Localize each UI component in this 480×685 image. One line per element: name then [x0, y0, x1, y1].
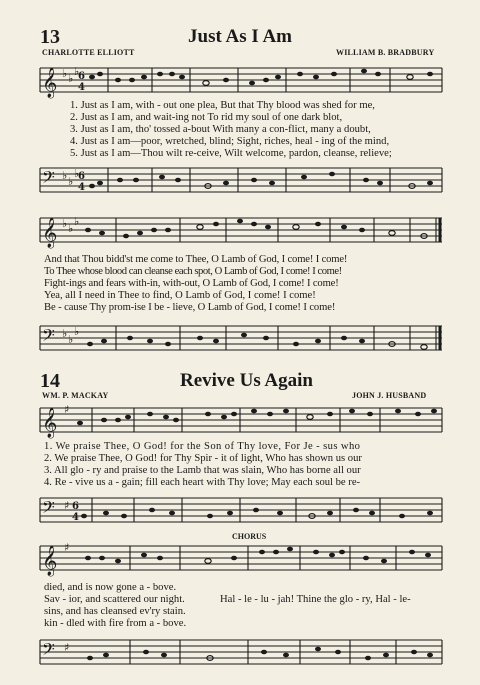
svg-text:♭: ♭: [74, 167, 80, 180]
svg-text:𝄞: 𝄞: [42, 68, 58, 98]
svg-text:♯: ♯: [64, 541, 70, 554]
verse-line: And that Thou bidd'st me come to Thee, O Lamb of God, I come! I come!: [44, 254, 348, 265]
svg-text:𝄢: 𝄢: [42, 639, 55, 663]
treble-staff: [40, 400, 442, 436]
svg-text:♭: ♭: [68, 333, 74, 346]
verse-line: 1. Just as I am, with - out one plea, But that Thy blood was shed for me,: [70, 100, 375, 111]
svg-text:♭: ♭: [68, 222, 74, 235]
verse-line: 2. Just as I am, and wait-ing not To rid my soul of one dark blot,: [70, 112, 343, 123]
svg-text:6: 6: [78, 171, 85, 182]
verse-line: 4. Re - vive us a - gain; fill each heart with Thy love; May each soul be re-: [44, 477, 361, 488]
hymn-title: Just As I Am: [188, 26, 292, 47]
svg-text:♭: ♭: [62, 169, 68, 182]
hymn-number: 14: [40, 370, 60, 392]
verse-line: kin - dled with fire from a - bove.: [44, 618, 187, 629]
hymn-title: Revive Us Again: [180, 370, 313, 391]
lyricist-credit: WM. P. MACKAY: [42, 391, 109, 400]
svg-text:♯: ♯: [64, 641, 70, 654]
svg-text:𝄞: 𝄞: [42, 408, 58, 438]
svg-text:𝄞: 𝄞: [42, 546, 58, 576]
svg-text:♭: ♭: [68, 72, 74, 85]
bass-staff: [40, 162, 442, 196]
verse-line: 2. We praise Thee, O God! for Thy Spir - it of light, Who has shown us our: [44, 453, 362, 464]
svg-text:♭: ♭: [62, 327, 68, 340]
svg-text:♭: ♭: [74, 325, 80, 338]
svg-text:𝄞: 𝄞: [42, 218, 58, 248]
svg-text:♯: ♯: [64, 499, 70, 512]
bass-staff: [40, 318, 442, 354]
svg-text:6: 6: [72, 501, 79, 512]
svg-text:♯: ♯: [64, 403, 70, 416]
lyricist-credit: CHARLOTTE ELLIOTT: [42, 48, 135, 57]
verse-line: 5. Just as I am—Thou wilt re-ceive, Wilt welcome, pardon, cleanse, relieve;: [70, 148, 392, 159]
svg-text:4: 4: [78, 182, 85, 193]
svg-text:♭: ♭: [74, 215, 80, 228]
verse-line: died, and is now gone a - bove.: [44, 582, 177, 593]
svg-text:4: 4: [78, 82, 85, 93]
treble-staff: [40, 210, 442, 246]
composer-credit: WILLIAM B. BRADBURY: [336, 48, 435, 57]
verse-line: Fight-ings and fears with-in, with-out, O Lamb of God, I come! I come!: [44, 278, 339, 289]
svg-text:𝄢: 𝄢: [42, 325, 55, 349]
svg-text:♭: ♭: [74, 65, 80, 78]
verse-line: Sav - ior, and scattered our night.: [44, 594, 185, 605]
verse-line: Be - cause Thy prom-ise I be - lieve, O Lamb of God, I come! I come!: [44, 302, 336, 313]
bass-staff: [40, 632, 442, 668]
svg-text:4: 4: [72, 512, 79, 523]
svg-text:♭: ♭: [68, 175, 74, 188]
svg-text:♭: ♭: [62, 67, 68, 80]
composer-credit: JOHN J. HUSBAND: [352, 391, 427, 400]
treble-staff: [40, 62, 442, 96]
verse-line: To Thee whose blood can cleanse each spot, O Lamb of God, I come! I come!: [44, 266, 342, 277]
chorus-line: Hal - le - lu - jah! Thine the glo - ry, Hal - le-: [220, 594, 411, 605]
verse-line: 3. All glo - ry and praise to the Lamb that was slain, Who has borne all our: [44, 465, 361, 476]
verse-line: 4. Just as I am—poor, wretched, blind; Sight, riches, heal - ing of the mind,: [70, 136, 390, 147]
svg-text:𝄢: 𝄢: [42, 497, 55, 521]
hymn-number: 13: [40, 26, 60, 48]
bass-staff: [40, 490, 442, 526]
svg-text:♭: ♭: [62, 217, 68, 230]
verse-line: sins, and has cleansed ev'ry stain.: [44, 606, 186, 617]
verse-line: 3. Just as I am, tho' tossed a-bout With many a con-flict, many a doubt,: [70, 124, 371, 135]
verse-line: Yea, all I need in Thee to find, O Lamb of God, I come! I come!: [44, 290, 316, 301]
svg-text:𝄢: 𝄢: [42, 167, 55, 191]
treble-staff: [40, 538, 442, 574]
chorus-label: CHORUS: [232, 532, 267, 541]
verse-line: 1. We praise Thee, O God! for the Son of Thy love, For Je - sus who: [44, 441, 361, 452]
svg-text:6: 6: [78, 71, 85, 82]
